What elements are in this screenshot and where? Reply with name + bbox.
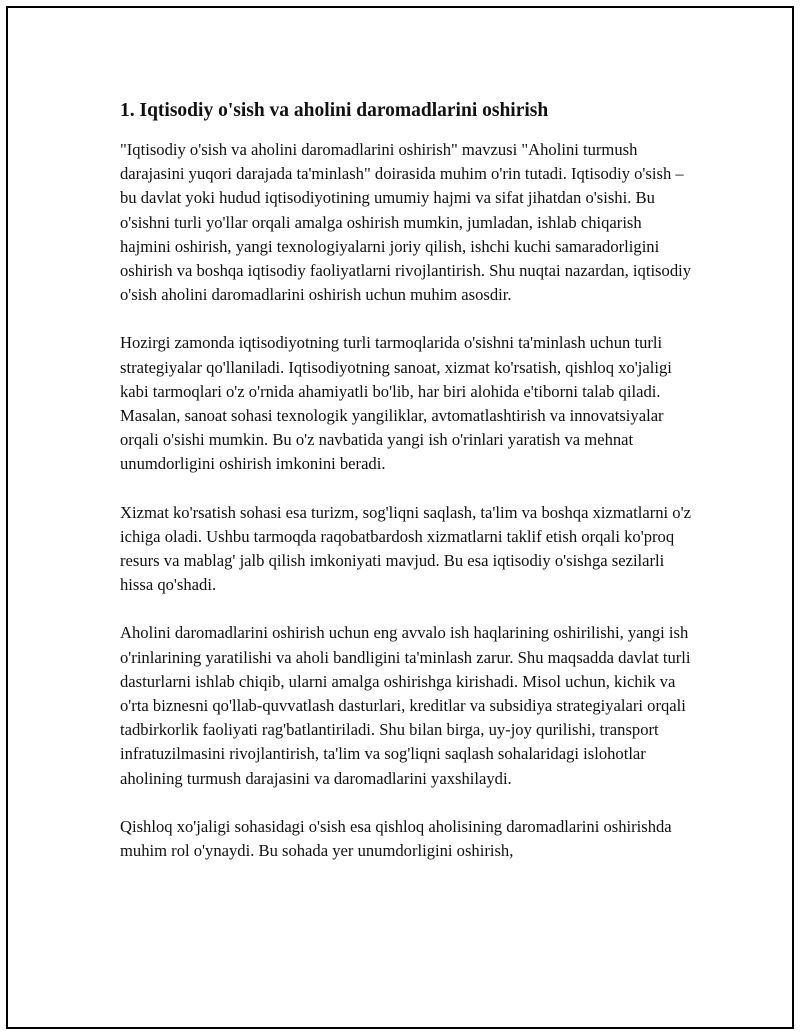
paragraph-5: Qishloq xo'jaligi sohasidagi o'sish esa qishloq aholisining daromadlarini oshirishda muhim rol o'ynaydi. Bu sohada yer unumdorligini oshirish, xyxy=(120,816,672,861)
document-content xyxy=(120,98,695,887)
paragraph-3: Xizmat ko'rsatish sohasi esa turizm, sog'liqni saqlash, ta'lim va boshqa xizmatlarni o'z ichiga oladi. Ushbu tarmoqda raqobatbardosh xizmatlarni taklif etish orqali ko'proq resurs va mablag' jalb qilish imkoniyati mavjud. Bu esa iqtisodiy o'sishga sezilarli hissa qo'shadi. xyxy=(120,502,691,595)
paragraph-2: Hozirgi zamonda iqtisodiyotning turli tarmoqlarida o'sishni ta'minlash uchun turli strategiyalar qo'llaniladi. Iqtisodiyotning sanoat, xizmat ko'rsatish, qishloq xo'jaligi kabi tarmoqlari o'z o'rnida ahamiyatli bo'lib, har biri alohida e'tiborni talab qiladi. Masalan, sanoat sohasi texnologik yangiliklar, avtomatlashtirish va innovatsiyalar orqali o'sishi mumkin. Bu o'z navbatida yangi ish o'rinlari yaratish va mehnat unumdorligini oshirish imkonini beradi. xyxy=(120,333,672,474)
paragraph-4: Aholini daromadlarini oshirish uchun eng avvalo ish haqlarining oshirilishi, yangi ish o'rinlarining yaratilishi va aholi bandligini ta'minlash zarur. Shu maqsadda davlat turli dasturlarni ishlab chiqib, ularni amalga oshirishga kirishadi. Misol uchun, kichik va o'rta biznesni qo'llab-quvvatlash dasturlari, kreditlar va subsidiya strategiyalari orqali tadbirkorlik faoliyati rag'batlantiriladi. Shu bilan birga, uy-joy qurilishi, transport infratuzilmasini rivojlantirish, ta'lim va sog'liqni saqlash sohalaridagi islohotlar aholining turmush darajasini va daromadlarini yaxshilaydi. xyxy=(120,623,691,788)
section-heading: 1. Iqtisodiy o'sish va aholini daromadlarini oshirish xyxy=(120,100,549,121)
document-page xyxy=(6,6,794,1029)
paragraph-1: "Iqtisodiy o'sish va aholini daromadlarini oshirish" mavzusi "Aholini turmush darajasini yuqori darajada ta'minlash" doirasida muhim o'rin tutadi. Iqtisodiy o'sish – bu davlat yoki hudud iqtisodiyotining umumiy hajmi va sifat jihatdan o'sishi. Bu o'sishni turli yo'llar orqali amalga oshirish mumkin, jumladan, ishlab chiqarish hajmini oshirish, yangi texnologiyalarni joriy qilish, ishchi kuchi samaradorligini oshirish va boshqa iqtisodiy faoliyatlarni rivojlantirish. Shu nuqtai nazardan, iqtisodiy o'sish aholini daromadlarini oshirish uchun muhim asosdir. xyxy=(120,140,692,305)
